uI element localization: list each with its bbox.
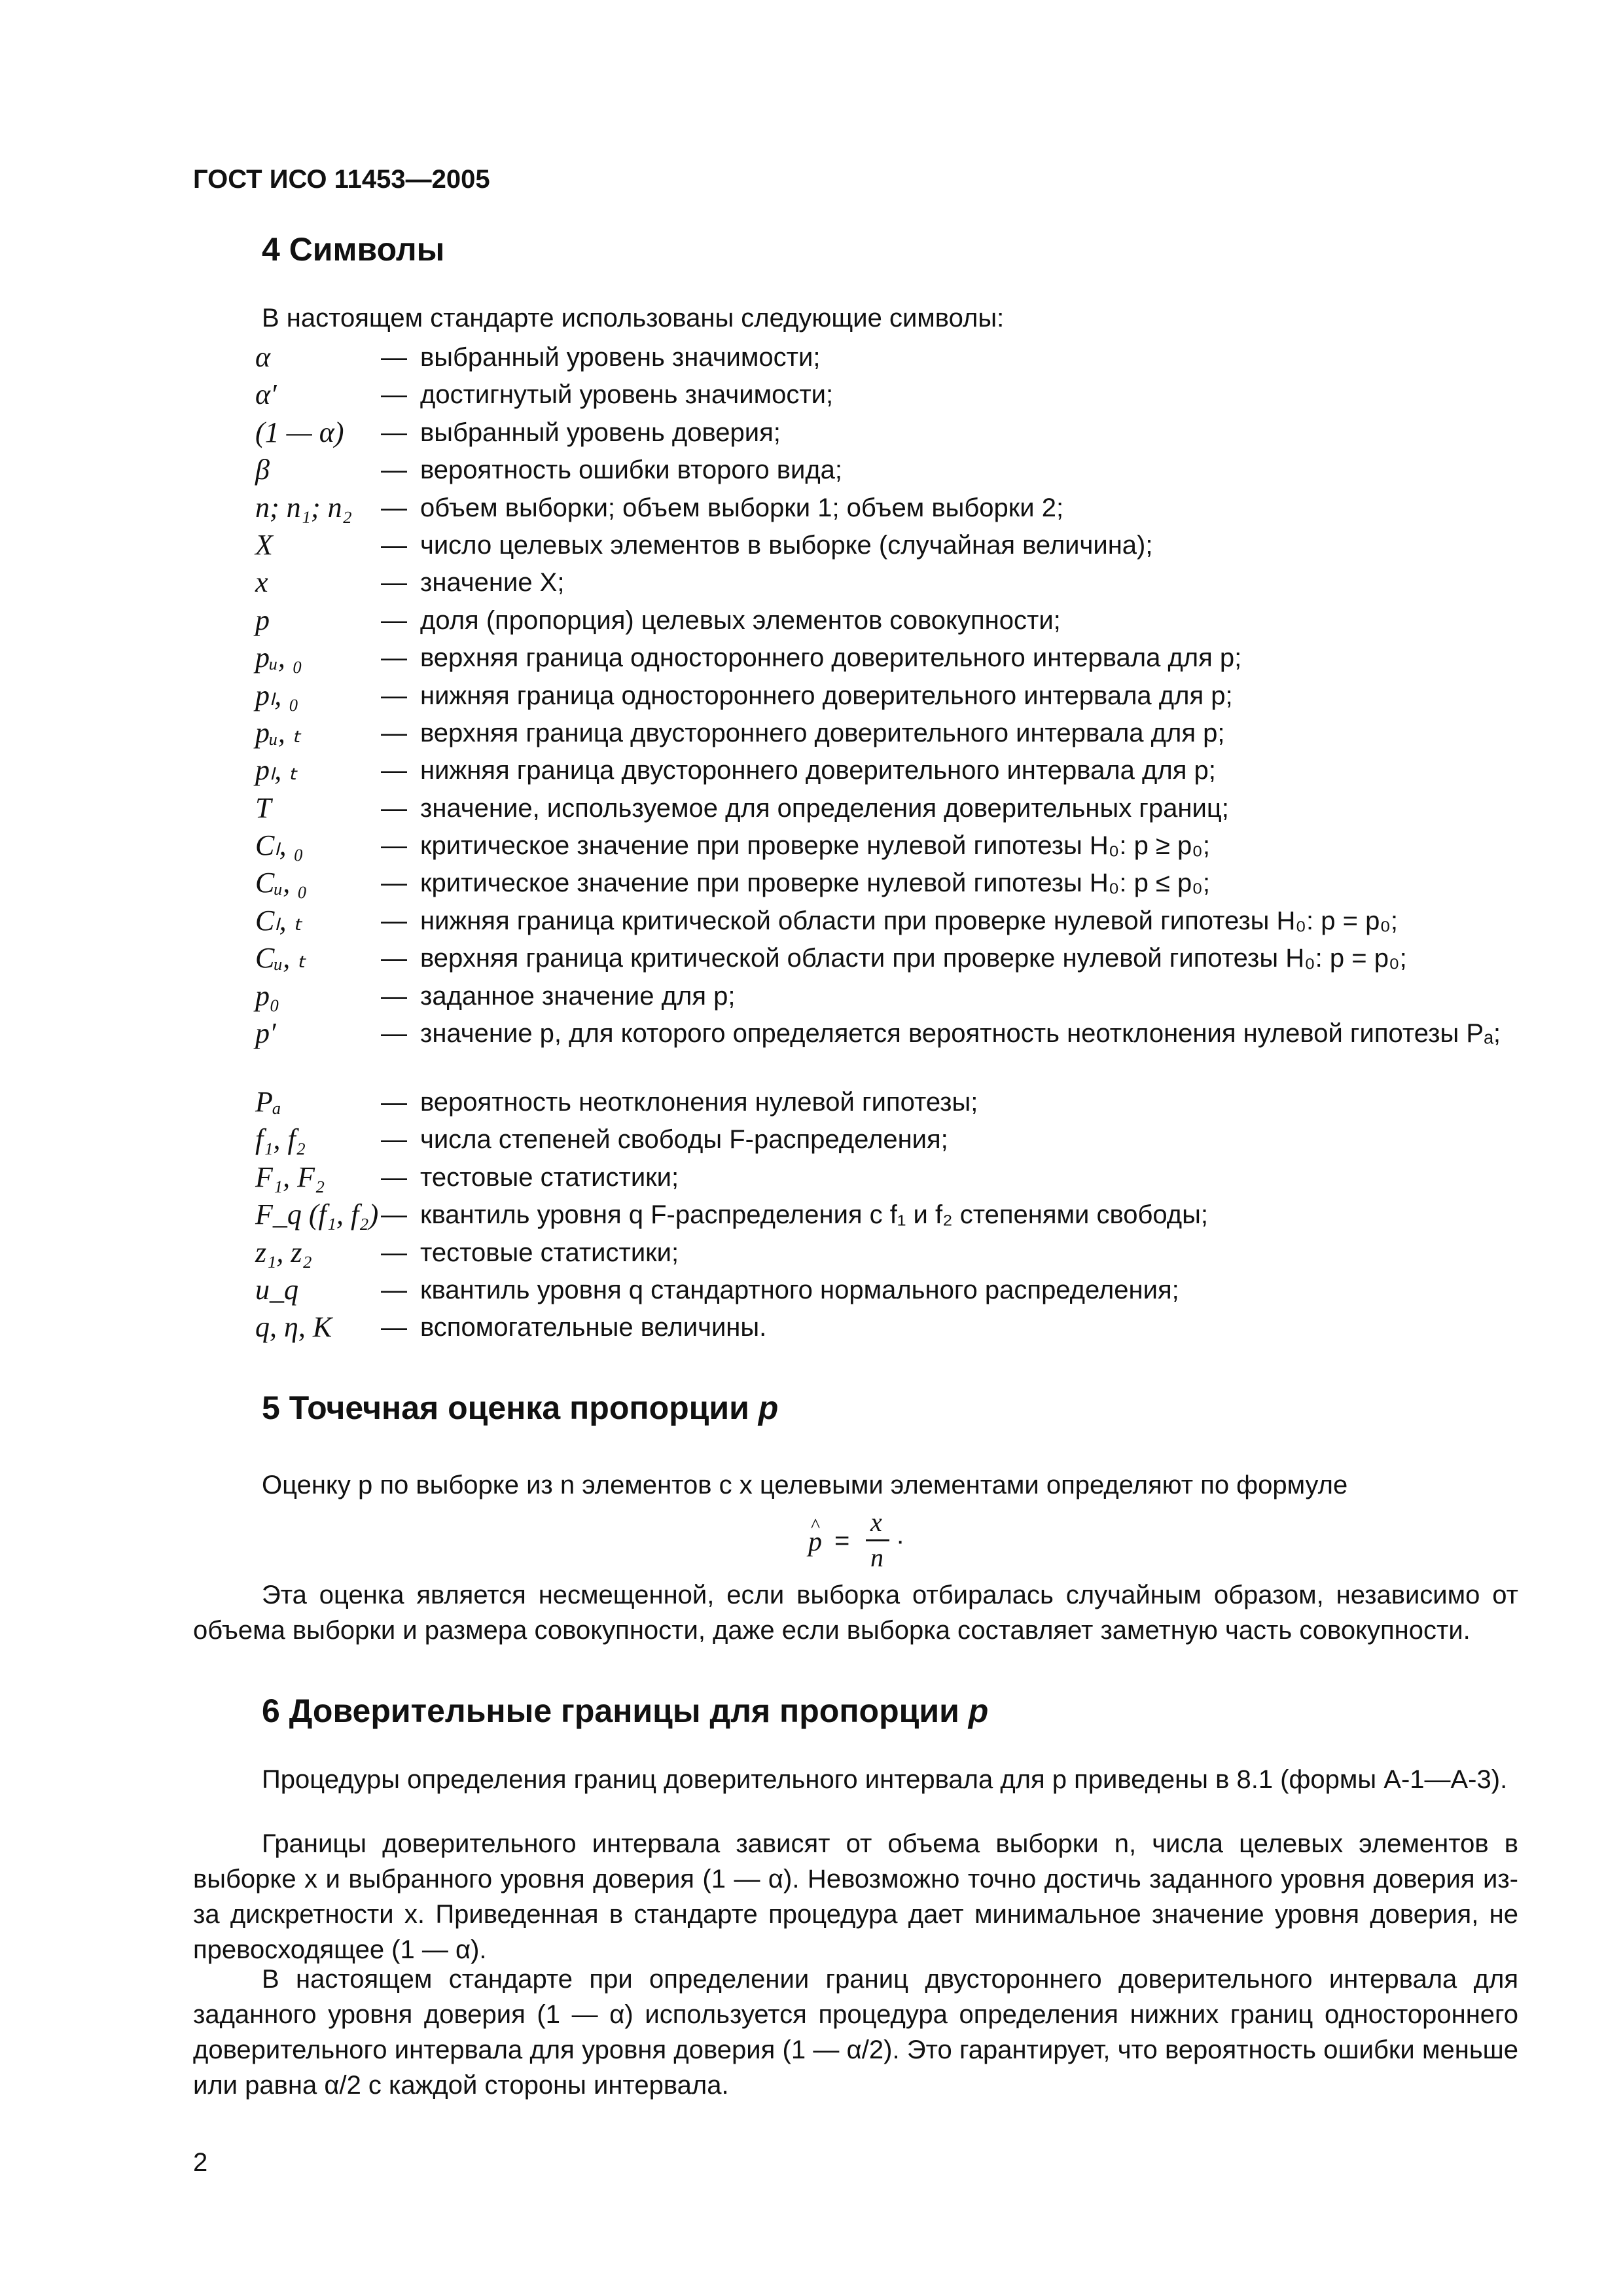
fraction-bar bbox=[866, 1539, 889, 1541]
symbol: X bbox=[255, 528, 273, 561]
section-6-paragraph-1: Процедуры определения границ доверительного интервала для p приведены в 8.1 (формы А-1—А-3). bbox=[262, 1765, 1508, 1794]
dash: — bbox=[381, 793, 407, 823]
symbol: q, η, K bbox=[255, 1311, 332, 1344]
symbol-description: квантиль уровня q F-распределения с f₁ и f₂ степенями свободы; bbox=[420, 1200, 1208, 1230]
section-5-title-text: 5 Точечная оценка пропорции bbox=[262, 1390, 758, 1426]
symbol-description: доля (пропорция) целевых элементов совокупности; bbox=[420, 605, 1061, 635]
dash: — bbox=[381, 869, 407, 898]
symbol: pᵤ, ₀ bbox=[255, 641, 303, 674]
symbol-description: выбранный уровень доверия; bbox=[420, 418, 781, 447]
symbol: T bbox=[255, 791, 272, 824]
section-5-title bbox=[262, 1389, 778, 1427]
dash: — bbox=[381, 605, 407, 635]
symbol-description: тестовые статистики; bbox=[420, 1162, 679, 1192]
formula-lhs: ^ p bbox=[808, 1526, 822, 1558]
dash: — bbox=[381, 1088, 407, 1117]
dash: — bbox=[381, 1162, 407, 1192]
standard-code: ГОСТ ИСО 11453—2005 bbox=[193, 165, 490, 194]
dash: — bbox=[381, 643, 407, 673]
symbol-row bbox=[255, 791, 1518, 829]
symbol-description: верхняя граница одностороннего доверительного интервала для p; bbox=[420, 643, 1242, 673]
page-number: 2 bbox=[193, 2148, 208, 2177]
dash: — bbox=[381, 1019, 407, 1049]
symbol-description: квантиль уровня q стандартного нормального распределения; bbox=[420, 1275, 1179, 1304]
dash: — bbox=[381, 456, 407, 485]
symbol-description: значение p, для которого определяется вероятность неотклонения нулевой гипотезы Pₐ; bbox=[420, 1019, 1501, 1049]
section-6-paragraph-3: В настоящем стандарте при определении границ двустороннего доверительного интервала для заданного уровня доверия (1 — α) используется процедура определения нижних границ одностороннего доверительного интервала для уровня доверия (1 — α/2). Это гарантирует, что вероятность ошибки меньше или равна α/2 с каждой стороны интервала. bbox=[193, 1965, 1518, 2100]
symbol: (1 — α) bbox=[255, 416, 344, 448]
symbol-row bbox=[255, 753, 1518, 791]
symbol-description: критическое значение при проверке нулевой гипотезы H₀: p ≥ p₀; bbox=[420, 831, 1210, 861]
dash: — bbox=[381, 1125, 407, 1155]
formula-end: · bbox=[896, 1526, 905, 1555]
section-5-note: Эта оценка является несмещенной, если выборка отбиралась случайным образом, независимо от объема выборки и размера совокупности, даже если выборка составляет заметную часть совокупности. bbox=[193, 1581, 1518, 1645]
dash: — bbox=[381, 906, 407, 935]
symbol-description: нижняя граница двустороннего доверительного интервала для p; bbox=[420, 756, 1216, 785]
symbol-row bbox=[255, 866, 1518, 903]
section-6-title-text: 6 Доверительные границы для пропорции bbox=[262, 1693, 969, 1729]
symbol-row bbox=[255, 528, 1518, 565]
formula-equals: = bbox=[834, 1526, 850, 1555]
symbol-row bbox=[255, 416, 1518, 453]
dash: — bbox=[381, 718, 407, 747]
symbol: p bbox=[255, 603, 270, 636]
symbol-row bbox=[255, 941, 1518, 978]
symbol: Cₗ, ₀ bbox=[255, 829, 304, 862]
symbol-row bbox=[255, 1085, 1518, 1122]
symbol-row bbox=[255, 1122, 1518, 1160]
symbol: Cₗ, ₜ bbox=[255, 904, 302, 937]
symbol: pₗ, ₀ bbox=[255, 679, 299, 711]
section-4-title: 4 Символы bbox=[262, 231, 445, 268]
symbol: Pₐ bbox=[255, 1086, 281, 1119]
dash: — bbox=[381, 944, 407, 973]
symbol-row bbox=[255, 603, 1518, 641]
symbol-row bbox=[255, 1198, 1518, 1235]
symbol-row bbox=[255, 716, 1518, 753]
section-5-title-var: p bbox=[758, 1390, 779, 1426]
symbol-description: вспомогательные величины. bbox=[420, 1313, 767, 1342]
symbol: α′ bbox=[255, 378, 277, 411]
symbol-row bbox=[255, 1310, 1518, 1348]
symbol-row bbox=[255, 641, 1518, 678]
dash: — bbox=[381, 831, 407, 861]
symbol: p′ bbox=[255, 1017, 276, 1050]
dash: — bbox=[381, 380, 407, 410]
formula-p-hat bbox=[808, 1507, 913, 1572]
symbol: f₁, f₂ bbox=[255, 1123, 306, 1156]
symbol: Cᵤ, ₜ bbox=[255, 942, 306, 975]
dash: — bbox=[381, 756, 407, 785]
symbol-description: число целевых элементов в выборке (случайная величина); bbox=[420, 530, 1153, 560]
symbol-description: верхняя граница двустороннего доверительного интервала для p; bbox=[420, 718, 1225, 747]
symbol-description: заданное значение для p; bbox=[420, 981, 736, 1011]
symbol-row bbox=[255, 829, 1518, 866]
symbol-description: нижняя граница одностороннего доверительного интервала для p; bbox=[420, 681, 1233, 710]
symbol: F₁, F₂ bbox=[255, 1160, 325, 1193]
symbol-row bbox=[255, 565, 1518, 603]
symbol: x bbox=[255, 566, 268, 599]
formula-numerator: x bbox=[870, 1507, 882, 1537]
section-6-title bbox=[262, 1692, 988, 1730]
section-6-paragraph-2: Границы доверительного интервала зависят от объема выборки n, числа целевых элементов в выборке x и выбранного уровня доверия (1 — α). Невозможно точно достичь заданного уровня доверия из-за дискретности x. Приведенная в стандарте процедура дает минимальное значение уровня доверия, не превосходящее (1 — α). bbox=[193, 1829, 1518, 1964]
symbol-row bbox=[255, 491, 1518, 528]
dash: — bbox=[381, 530, 407, 560]
dash: — bbox=[381, 981, 407, 1011]
symbol-row bbox=[255, 340, 1518, 378]
symbol-description: значение X; bbox=[420, 568, 565, 598]
symbol-row bbox=[255, 904, 1518, 941]
symbol-description: вероятность ошибки второго вида; bbox=[420, 456, 843, 485]
symbol: z₁, z₂ bbox=[255, 1236, 312, 1268]
symbol-description: верхняя граница критической области при проверке нулевой гипотезы H₀: p = p₀; bbox=[420, 944, 1407, 973]
formula-denominator: n bbox=[870, 1543, 883, 1572]
section-6-title-var: p bbox=[968, 1693, 989, 1729]
symbol-description: числа степеней свободы F-распределения; bbox=[420, 1125, 948, 1155]
symbol-description: критическое значение при проверке нулевой гипотезы H₀: p ≤ p₀; bbox=[420, 869, 1210, 898]
dash: — bbox=[381, 343, 407, 372]
dash: — bbox=[381, 568, 407, 598]
dash: — bbox=[381, 1313, 407, 1342]
symbol-row bbox=[255, 679, 1518, 716]
symbol: n; n₁; n₂ bbox=[255, 491, 352, 524]
symbol: β bbox=[255, 454, 270, 486]
symbol-description: нижняя граница критической области при проверке нулевой гипотезы H₀: p = p₀; bbox=[420, 906, 1399, 935]
symbol-description: объем выборки; объем выборки 1; объем выборки 2; bbox=[420, 493, 1064, 522]
dash: — bbox=[381, 681, 407, 710]
symbol: pₗ, ₜ bbox=[255, 754, 298, 787]
symbol: pᵤ, ₜ bbox=[255, 716, 301, 749]
section-5-text: Оценку p по выборке из n элементов с x целевыми элементами определяют по формуле bbox=[262, 1471, 1348, 1499]
symbol-description: достигнутый уровень значимости; bbox=[420, 380, 834, 410]
dash: — bbox=[381, 1200, 407, 1230]
dash: — bbox=[381, 1238, 407, 1267]
symbol: F_q (f₁, f₂) bbox=[255, 1198, 379, 1231]
symbol-row bbox=[255, 1273, 1518, 1310]
symbol-row bbox=[255, 1160, 1518, 1198]
symbols-intro: В настоящем стандарте использованы следующие символы: bbox=[262, 304, 1005, 332]
symbol-row bbox=[255, 979, 1518, 1016]
symbols-list bbox=[255, 340, 1518, 1348]
symbol-description: выбранный уровень значимости; bbox=[420, 343, 821, 372]
symbol-description: тестовые статистики; bbox=[420, 1238, 679, 1267]
symbol-description: вероятность неотклонения нулевой гипотезы; bbox=[420, 1088, 978, 1117]
symbol-row bbox=[255, 1016, 1518, 1085]
symbol: Cᵤ, ₀ bbox=[255, 867, 308, 899]
dash: — bbox=[381, 418, 407, 447]
dash: — bbox=[381, 1275, 407, 1304]
symbol-row bbox=[255, 378, 1518, 415]
symbol: α bbox=[255, 341, 271, 373]
symbol-row bbox=[255, 1236, 1518, 1273]
dash: — bbox=[381, 493, 407, 522]
symbol-description: значение, используемое для определения доверительных границ; bbox=[420, 793, 1229, 823]
symbol-row bbox=[255, 453, 1518, 490]
symbol: p₀ bbox=[255, 979, 280, 1012]
symbol: u_q bbox=[255, 1273, 298, 1306]
